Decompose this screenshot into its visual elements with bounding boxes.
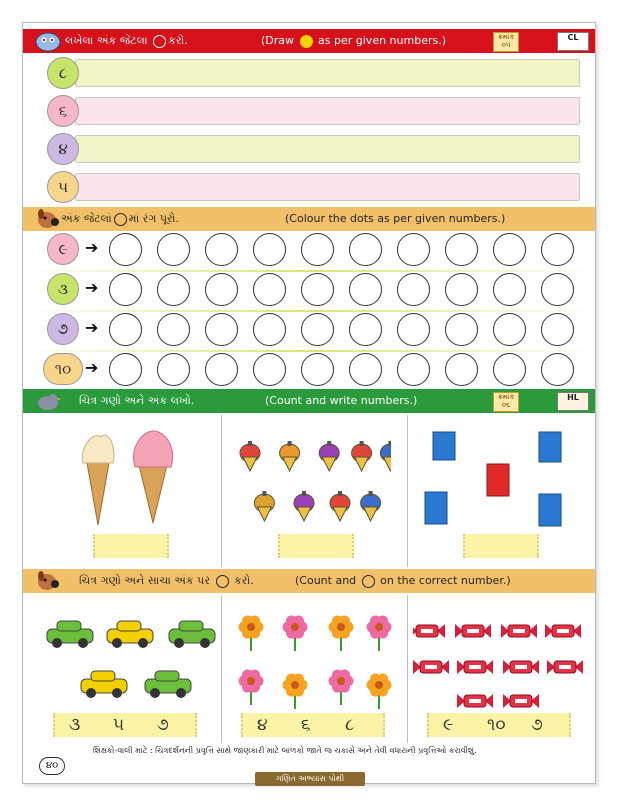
colour-dot[interactable] xyxy=(445,353,478,386)
answer-box[interactable] xyxy=(278,534,354,558)
car-icon xyxy=(107,621,153,648)
circle-icon xyxy=(153,35,166,48)
colour-dot[interactable] xyxy=(109,353,142,386)
number-circle: ૩ xyxy=(47,273,79,305)
colour-dot[interactable] xyxy=(493,233,526,266)
colour-dot[interactable] xyxy=(349,313,382,346)
arrow-icon: ➔ xyxy=(85,238,99,257)
circle-icon xyxy=(114,213,127,226)
spinning-top-icon xyxy=(240,441,260,471)
number-choice[interactable]: ૭ xyxy=(531,715,543,735)
spinning-top-icon xyxy=(330,491,350,521)
number-circle: ૬ xyxy=(47,95,79,127)
section2-title-gu: અંક જેટલાં માં રંગ પૂરો. xyxy=(61,212,179,225)
colour-dot[interactable] xyxy=(301,233,334,266)
colour-dot[interactable] xyxy=(493,353,526,386)
cars-picture xyxy=(41,613,216,703)
colour-dot[interactable] xyxy=(541,313,574,346)
colour-dot[interactable] xyxy=(253,233,286,266)
colour-dot[interactable] xyxy=(493,273,526,306)
number-choice[interactable]: ૭ xyxy=(157,715,169,735)
car-icon xyxy=(145,671,191,698)
car-icon xyxy=(169,621,215,648)
cartoon-dog-icon xyxy=(33,570,63,592)
flower-icon xyxy=(239,669,264,705)
section1-title-gu: લખેલા અંક જેટલા કરો. xyxy=(65,34,188,47)
candies-picture xyxy=(413,611,588,711)
house-level-tag: HL xyxy=(557,392,589,411)
spinning-tops-picture xyxy=(231,431,391,531)
row-separator xyxy=(23,310,595,312)
colour-dot[interactable] xyxy=(157,313,190,346)
circle-icon xyxy=(216,575,229,588)
cartoon-bird-icon xyxy=(33,390,63,412)
candy-icon xyxy=(457,694,493,708)
arrow-icon: ➔ xyxy=(85,358,99,377)
candy-icon xyxy=(413,624,445,638)
number-circle: ૯ xyxy=(47,233,79,265)
colour-dot[interactable] xyxy=(301,313,334,346)
section3-title-gu: ચિત્ર ગણો અને અંક લખો. xyxy=(79,394,195,407)
divider xyxy=(407,595,408,743)
flower-icon xyxy=(329,669,354,705)
section4-title-gu: ચિત્ર ગણો અને સાચા અંક પર કરો. xyxy=(79,574,254,587)
candy-icon xyxy=(503,660,539,674)
colour-dot[interactable] xyxy=(205,313,238,346)
colour-dot[interactable] xyxy=(445,273,478,306)
colour-dot[interactable] xyxy=(541,273,574,306)
activity-number-badge: ક્રમાંક ૦૬ xyxy=(493,392,519,412)
number-choice[interactable]: ૩ xyxy=(69,715,81,735)
answer-box[interactable] xyxy=(93,534,169,558)
flower-icon xyxy=(329,615,354,651)
colour-dot[interactable] xyxy=(349,233,382,266)
section1-title-en: (Draw as per given numbers.) xyxy=(261,34,447,47)
writing-strip[interactable] xyxy=(75,97,580,125)
flower-icon xyxy=(367,673,392,709)
car-icon xyxy=(47,621,93,648)
spinning-top-icon xyxy=(280,441,300,471)
section4-title-en: (Count and on the correct number.) xyxy=(295,574,511,587)
flower-icon xyxy=(283,673,308,709)
row-separator xyxy=(23,270,595,272)
colour-dot[interactable] xyxy=(349,353,382,386)
cartoon-mascot-icon xyxy=(33,30,63,52)
flower-icon xyxy=(239,615,264,651)
flower-icon xyxy=(283,615,308,651)
number-choice[interactable]: ૯ xyxy=(443,715,454,735)
worksheet-page xyxy=(22,22,596,784)
colour-dot[interactable] xyxy=(109,233,142,266)
colour-dot[interactable] xyxy=(397,313,430,346)
colour-dot[interactable] xyxy=(445,313,478,346)
colour-dot[interactable] xyxy=(157,353,190,386)
spinning-top-icon xyxy=(254,491,274,521)
section3-title-en: (Count and write numbers.) xyxy=(265,394,418,407)
colour-dot[interactable] xyxy=(205,353,238,386)
colour-dot[interactable] xyxy=(397,233,430,266)
arrow-icon: ➔ xyxy=(85,278,99,297)
colour-dot[interactable] xyxy=(253,313,286,346)
section1-header xyxy=(23,29,595,53)
number-circle: ૭ xyxy=(47,313,79,345)
spinning-top-icon xyxy=(380,441,391,471)
candy-icon xyxy=(457,660,493,674)
arrow-icon: ➔ xyxy=(85,318,99,337)
colour-dot[interactable] xyxy=(109,313,142,346)
book-title: ગણિત અભ્યાસ પોથી xyxy=(255,772,365,786)
colour-dot[interactable] xyxy=(301,273,334,306)
candy-icon xyxy=(503,694,539,708)
candy-icon xyxy=(545,624,581,638)
colour-dot[interactable] xyxy=(541,353,574,386)
flowers-picture xyxy=(229,601,399,711)
colour-dot[interactable] xyxy=(349,273,382,306)
number-choice[interactable]: ૧૦ xyxy=(487,715,506,735)
number-choice[interactable]: ૪ xyxy=(257,715,268,735)
number-circle: ૪ xyxy=(47,133,79,165)
cartoon-dog-icon xyxy=(33,208,63,230)
circle-icon xyxy=(362,575,375,588)
answer-box[interactable] xyxy=(463,534,539,558)
candy-icon xyxy=(501,624,537,638)
section3-header xyxy=(23,389,595,413)
number-choice[interactable]: ૮ xyxy=(345,715,355,735)
car-icon xyxy=(81,671,127,698)
colour-dot[interactable] xyxy=(445,233,478,266)
spinning-top-icon xyxy=(319,441,339,471)
level-tag: CL xyxy=(557,32,589,51)
candy-icon xyxy=(547,660,583,674)
colour-dot[interactable] xyxy=(157,273,190,306)
section4-header xyxy=(23,569,595,593)
writing-strip[interactable] xyxy=(75,59,580,87)
colour-dot[interactable] xyxy=(397,273,430,306)
colour-dot[interactable] xyxy=(301,353,334,386)
number-circle: ૫ xyxy=(47,171,79,203)
activity-number-badge: ક્રમાંક ૦૫ xyxy=(493,32,519,52)
circle-icon xyxy=(300,35,313,48)
colour-dot[interactable] xyxy=(157,233,190,266)
ice-cream-picture xyxy=(73,423,183,533)
divider xyxy=(221,595,222,743)
page-number: ૪૦ xyxy=(39,757,65,775)
spinning-top-icon xyxy=(361,491,381,521)
number-choice[interactable]: ૫ xyxy=(113,715,125,735)
candy-icon xyxy=(455,624,491,638)
colour-dot[interactable] xyxy=(253,273,286,306)
colour-dot[interactable] xyxy=(541,233,574,266)
row-separator xyxy=(23,350,595,352)
colour-dot[interactable] xyxy=(109,273,142,306)
colour-dot[interactable] xyxy=(205,233,238,266)
writing-strip[interactable] xyxy=(75,173,580,201)
divider xyxy=(407,415,408,567)
books-picture xyxy=(419,428,579,528)
section2-header xyxy=(23,207,595,231)
writing-strip[interactable] xyxy=(75,135,580,163)
flower-icon xyxy=(367,615,392,651)
teacher-note: શિક્ષકો-વાલી માટે : ચિત્રદર્શનની પ્રવૃત્તિ સાથે જાણકારી માટે બાળકો જાતે જ ચકાસે અને તેવી વધારાની પ્રવૃત્તિઓ કરાવીશું. xyxy=(93,746,477,755)
section2-title-en: (Colour the dots as per given numbers.) xyxy=(285,212,506,225)
divider xyxy=(221,415,222,567)
colour-dot[interactable] xyxy=(397,353,430,386)
number-circle: ૮ xyxy=(47,57,79,89)
spinning-top-icon xyxy=(352,441,372,471)
number-choice[interactable]: ૬ xyxy=(301,715,311,735)
number-circle: ૧૦ xyxy=(43,353,83,385)
candy-icon xyxy=(413,660,449,674)
spinning-top-icon xyxy=(294,491,314,521)
colour-dot[interactable] xyxy=(205,273,238,306)
colour-dot[interactable] xyxy=(253,353,286,386)
colour-dot[interactable] xyxy=(493,313,526,346)
